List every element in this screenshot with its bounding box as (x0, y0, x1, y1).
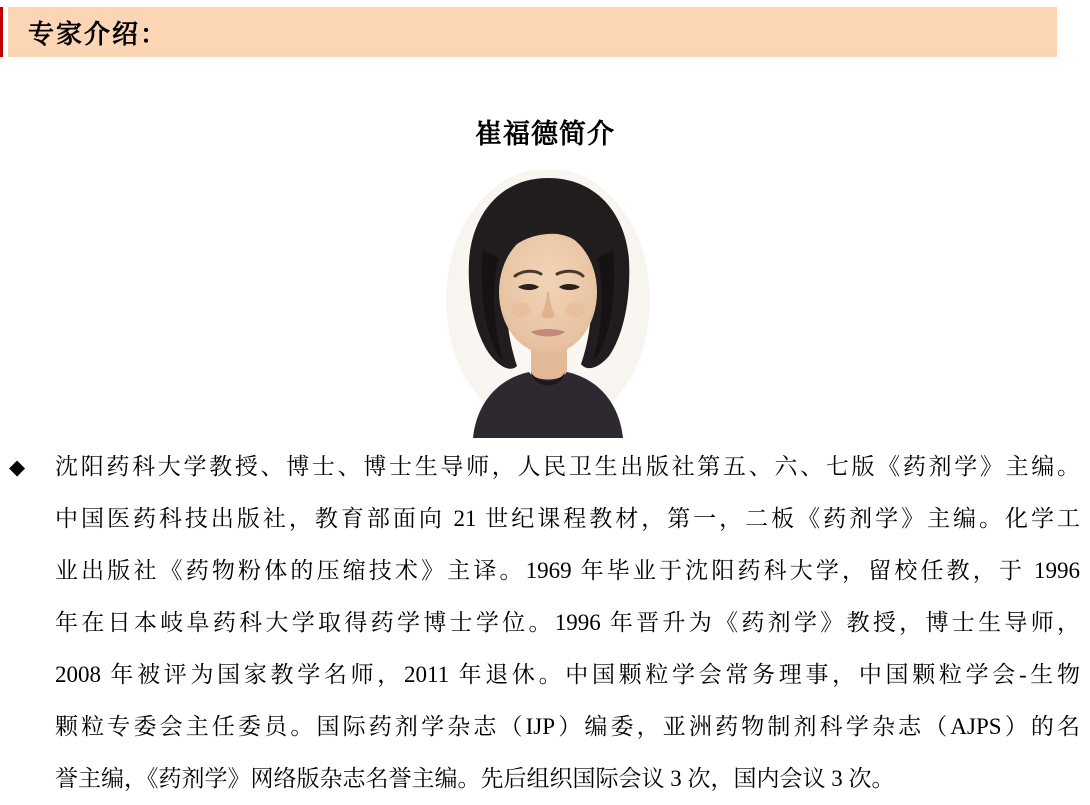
bio-line: 誉主编，《药剂学》网络版杂志名誉主编。先后组织国际会议 3 次，国内会议 3 次。 (55, 766, 895, 791)
bio-paragraph (55, 441, 1080, 805)
bullet-diamond-icon: ◆ (9, 455, 26, 479)
portrait-photo (443, 170, 653, 438)
bio-line: 2008 年被评为国家教学名师，2011 年退休。中国颗粒学会常务理事，中国颗粒学会-生物 (55, 662, 1080, 687)
section-header-label: 专家介绍： (28, 19, 169, 49)
bio-line: 颗粒专委会主任委员。国际药剂学杂志（IJP）编委，亚洲药物制剂科学杂志（AJPS）的名 (55, 714, 1080, 739)
bio-line: 业出版社《药物粉体的压缩技术》主译。1969 年毕业于沈阳药科大学，留校任教，于 1996 (55, 558, 1080, 583)
bio-line: 沈阳药科大学教授、博士、博士生导师，人民卫生出版社第五、六、七版《药剂学》主编。 (55, 454, 1080, 479)
bio-line: 年在日本岐阜药科大学取得药学博士学位。1996 年晋升为《药剂学》教授，博士生导师， (55, 610, 1080, 635)
page-title: 崔福德简介 (475, 119, 615, 149)
bio-line: 中国医药科技出版社，教育部面向 21 世纪课程教材，第一，二板《药剂学》主编。化学工 (55, 506, 1080, 531)
portrait-photo-graphic (443, 170, 653, 438)
red-accent-bar (0, 7, 3, 57)
section-header-bar (8, 7, 1057, 57)
